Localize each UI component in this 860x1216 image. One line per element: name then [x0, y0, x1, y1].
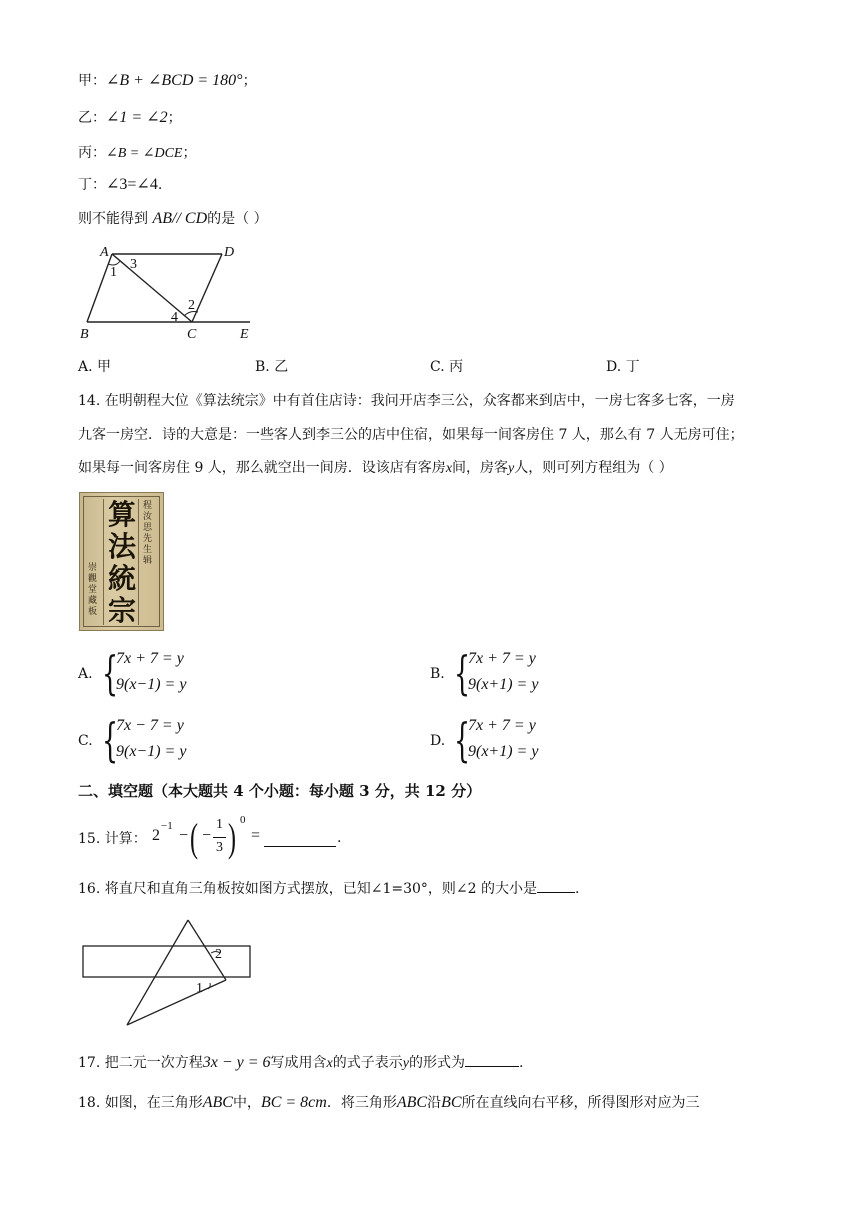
q14-text-line1: 14. 在明朝程大位《算法统宗》中有首住店诗：我问开店李三公，众客都来到店中，一房七客多七客，一房 — [78, 393, 735, 409]
item-end: ； — [167, 110, 182, 126]
q17-end: . — [518, 1055, 524, 1071]
triangle-side-left — [127, 920, 188, 1025]
option-letter: A. — [78, 359, 93, 375]
var-y: y — [402, 1056, 409, 1071]
q14-option-c — [78, 715, 278, 769]
right-paren: ) — [228, 815, 236, 860]
q18-line — [78, 1092, 700, 1112]
label-1: 1 — [110, 265, 117, 280]
q13-option-c — [430, 356, 463, 376]
label-c: C — [187, 327, 197, 342]
equation-1: 7x + 7 = y — [468, 650, 536, 667]
var-x: x — [445, 461, 453, 476]
q18-bc: BC — [441, 1094, 462, 1111]
equation-2: 9(x+1) = y — [468, 743, 539, 760]
item-end: ； — [182, 145, 197, 161]
q15-outer-exponent: 0 — [240, 814, 246, 826]
q16-figure — [78, 915, 258, 1030]
item-label: 乙： — [78, 110, 106, 126]
q14-text-line2: 九客一房空．诗的大意是：一些客人到李三公的店中住宿，如果每一间客房住 7 人，那么有 7 人无房可住； — [78, 427, 744, 443]
option-letter: B. — [430, 666, 445, 682]
option-text: 丁 — [625, 359, 640, 375]
var-x: x — [326, 1056, 333, 1071]
q13-option-a — [78, 356, 111, 376]
section-heading: 二、填空题（本大题共 4 个小题：每小题 3 分，共 12 分） — [78, 782, 482, 800]
q15-fraction-numerator: 1 — [216, 817, 223, 832]
q18-triangle: ABC — [396, 1094, 428, 1111]
label-1: 1 — [196, 981, 203, 996]
option-text: 乙 — [274, 359, 289, 375]
option-letter: D. — [606, 359, 622, 375]
option-text: 丙 — [449, 359, 464, 375]
q13-question — [78, 208, 268, 228]
option-letter: C. — [78, 733, 93, 749]
title-char: 統 — [107, 562, 136, 595]
book-title — [106, 499, 138, 627]
q15-fraction-bar — [213, 837, 226, 838]
option-letter: A. — [78, 666, 93, 682]
option-letter: B. — [255, 359, 270, 375]
triangle-side-bottom — [127, 980, 226, 1025]
q17-line — [78, 1052, 523, 1072]
question-prefix: 则不能得到 — [78, 211, 148, 227]
q13-item-bing — [78, 142, 196, 162]
q18-text: ．将三角形 — [326, 1095, 397, 1111]
q14-text-line3 — [78, 457, 673, 477]
answer-blank[interactable] — [264, 846, 336, 847]
q15-equals: = — [251, 827, 261, 844]
title-char: 法 — [107, 530, 136, 563]
q13-figure — [70, 240, 270, 342]
left-paren: ( — [190, 815, 198, 860]
item-label: 丁： — [78, 177, 106, 193]
q17-text: 的形式为 — [408, 1055, 465, 1071]
q17-text: 的式子表示 — [332, 1055, 403, 1071]
q15-prefix: 15. 计算： — [78, 831, 147, 847]
equation-2: 9(x−1) = y — [116, 743, 187, 760]
brace: { — [102, 646, 119, 700]
var-y: y — [508, 461, 515, 476]
q15-line — [78, 816, 378, 862]
ruler — [83, 946, 250, 977]
label-2: 2 — [188, 298, 195, 313]
q15-base: 2 — [152, 827, 160, 844]
label-e: E — [240, 327, 249, 342]
book-right-text: 程汝思先生辑 — [143, 501, 153, 566]
q18-triangle: ABC — [202, 1094, 233, 1111]
text-part: 如果每一间客房住 9 人，那么就空出一间房．设该店有客房 — [78, 460, 446, 476]
q15-exponent: −1 — [161, 820, 173, 832]
brace: { — [454, 713, 471, 767]
title-char: 宗 — [107, 594, 136, 627]
segment-ac — [112, 254, 192, 322]
book-left-text: 崇觀堂藏板 — [88, 563, 98, 617]
label-4: 4 — [171, 310, 178, 325]
brace: { — [454, 646, 471, 700]
q13-item-ding — [78, 174, 162, 194]
q17-prefix: 17. 把二元一次方程 — [78, 1055, 203, 1071]
q16-line — [78, 878, 579, 898]
q18-text: 所在直线向右平移，所得图形对应为三 — [461, 1095, 700, 1111]
item-end: ； — [242, 73, 257, 89]
item-label: 丙： — [78, 145, 106, 161]
equation-1: 7x + 7 = y — [468, 717, 536, 734]
label-d: D — [224, 245, 235, 260]
option-text: 甲 — [97, 359, 112, 375]
item-expression: ∠B = ∠DCE — [106, 146, 183, 161]
q15-inner-sign: − — [202, 827, 212, 844]
q14-option-a — [78, 648, 278, 702]
q16-end: . — [574, 881, 580, 897]
item-expression: ∠1 = ∠2 — [106, 109, 168, 126]
item-expression: ∠3=∠4 — [106, 176, 158, 193]
q13-item-yi — [78, 107, 182, 127]
brace: { — [102, 713, 119, 767]
q15-end: . — [337, 830, 342, 846]
text-part: 人，则可列方程组为（ ） — [514, 460, 673, 476]
q15-minus: − — [179, 827, 189, 844]
q14-option-d — [430, 715, 630, 769]
q17-text: 写成用含 — [270, 1055, 327, 1071]
answer-blank[interactable] — [465, 1052, 519, 1067]
option-letter: C. — [430, 359, 445, 375]
item-end: . — [157, 177, 163, 193]
q13-item-jia — [78, 70, 257, 90]
q18-text: 沿 — [427, 1095, 442, 1111]
item-label: 甲： — [78, 73, 106, 89]
item-expression: ∠B + ∠BCD = 180° — [106, 72, 243, 89]
q18-bc-length: BC = 8cm — [260, 1094, 327, 1111]
q15-fraction-denominator: 3 — [216, 840, 223, 855]
q13-option-d — [606, 356, 640, 376]
equation-2: 9(x−1) = y — [116, 676, 187, 693]
equation-2: 9(x+1) = y — [468, 676, 539, 693]
q16-text: 16. 将直尺和直角三角板按如图方式摆放，已知∠1=30°，则∠2 的大小是 — [78, 881, 537, 897]
equation-1: 7x + 7 = y — [116, 650, 184, 667]
text-part: 间，房客 — [452, 460, 509, 476]
label-b: B — [80, 327, 89, 342]
label-3: 3 — [130, 257, 137, 272]
title-char: 算 — [107, 498, 136, 531]
question-math: AB// CD — [152, 210, 208, 227]
book-cover-image — [79, 492, 164, 631]
label-2: 2 — [215, 947, 222, 962]
equation-1: 7x − 7 = y — [116, 717, 184, 734]
answer-blank[interactable] — [537, 878, 575, 893]
q18-text: 18. 如图，在三角形 — [78, 1095, 203, 1111]
question-suffix: 的是（ ） — [207, 211, 268, 227]
label-a: A — [100, 245, 109, 260]
q17-equation: 3x − y = 6 — [202, 1054, 271, 1071]
q14-option-b — [430, 648, 630, 702]
q13-option-b — [255, 356, 288, 376]
option-letter: D. — [430, 733, 446, 749]
q18-text: 中， — [232, 1095, 261, 1111]
